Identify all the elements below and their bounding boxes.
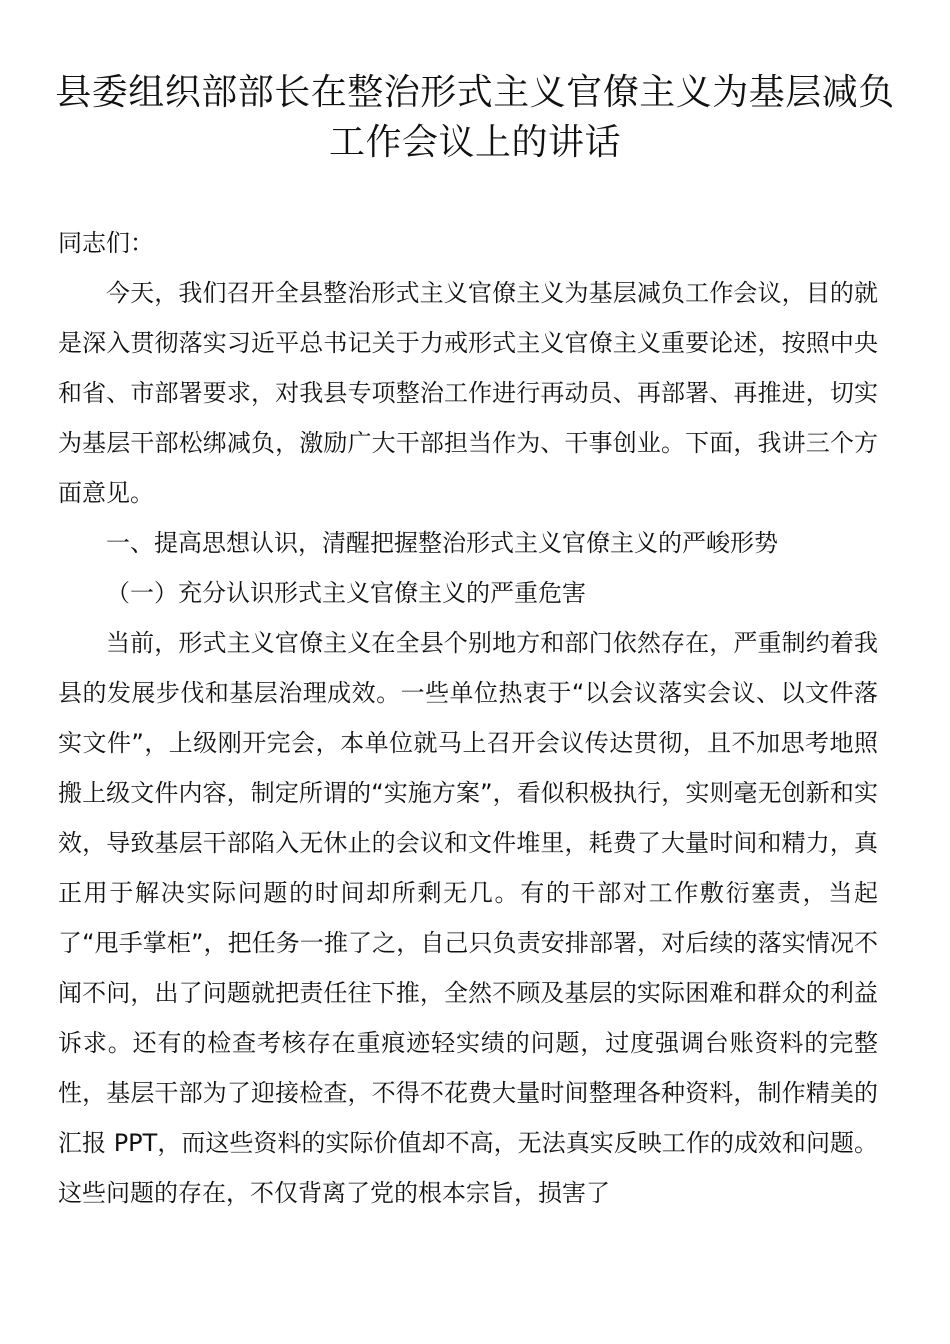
section-heading: 一、提高思想认识，清醒把握整治形式主义官僚主义的严峻形势 xyxy=(106,529,778,557)
document-body xyxy=(58,218,878,1218)
document-title: 县委组织部部长在整治形式主义官僚主义为基层减负工作会议上的讲话 xyxy=(55,72,895,163)
intro-paragraph: 今天，我们召开全县整治形式主义官僚主义为基层减负工作会议，目的就是深入贯彻落实习近平总书记关于力戒形式主义官僚主义重要论述，按照中央和省、市部署要求，对我县专项整治工作进行再动员、再部署、再推进，切实为基层干部松绑减负，激励广大干部担当作为、干事创业。下面，我讲三个方面意见。 xyxy=(58,279,878,507)
subsection-heading: （一）充分认识形式主义官僚主义的严重危害 xyxy=(106,579,586,607)
section-paragraph: 当前，形式主义官僚主义在全县个别地方和部门依然存在，严重制约着我县的发展步伐和基层治理成效。一些单位热衷于“以会议落实会议、以文件落实文件”，上级刚开完会，本单位就马上召开会议传达贯彻，且不加思考地照搬上级文件内容，制定所谓的“实施方案”，看似积极执行，实则毫无创新和实效，导致基层干部陷入无休止的会议和文件堆里，耗费了大量时间和精力，真正用于解决实际问题的时间却所剩无几。有的干部对工作敷衍塞责，当起了“甩手掌柜”，把任务一推了之，自己只负责安排部署，对后续的落实情况不闻不问，出了问题就把责任往下推，全然不顾及基层的实际困难和群众的利益诉求。还有的检查考核存在重痕迹轻实绩的问题，过度强调台账资料的完整性，基层干部为了迎接检查，不得不花费大量时间整理各种资料，制作精美的汇报 PPT，而这些资料的实际价值却不高，无法真实反映工作的成效和问题。这些问题的存在，不仅背离了党的根本宗旨，损害了 xyxy=(58,629,878,1207)
salutation: 同志们： xyxy=(58,229,154,257)
